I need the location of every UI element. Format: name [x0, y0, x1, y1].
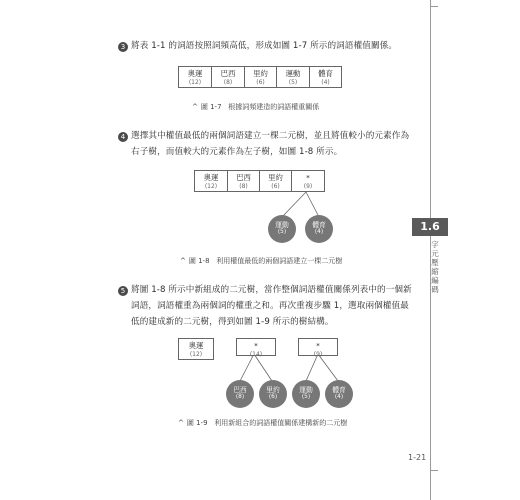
tree-leaf-node: 體育 (4) — [325, 380, 353, 408]
word-cell: 里約 (6) — [245, 67, 277, 87]
figure-caption: ^ 圖 1-7 根據詞頻建造的詞語權重關係 — [192, 103, 320, 111]
caption-marker: ^ — [178, 419, 184, 427]
word-cell: 奧運 (12) — [195, 171, 228, 191]
tree-edge — [282, 192, 306, 217]
tree-leaf-node: 里約 (6) — [259, 380, 287, 408]
word-cell: 奧運 (12) — [178, 338, 214, 360]
caption-marker: ^ — [192, 103, 198, 111]
tree-leaf-node: 運動 (5) — [292, 380, 320, 408]
word-cell: 奧運 (12) — [179, 67, 212, 87]
word-cell: 巴西 (8) — [212, 67, 245, 87]
step-paragraph-cont: 右子樹，而值較大的元素作為左子樹，如圖 1-8 所示。 — [131, 147, 343, 157]
step-paragraph-cont: 詞語，詞語權重為兩個詞的權重之和。再次重複步驟 1，選取兩個權值最 — [131, 301, 409, 311]
step-paragraph: 4 選擇其中權值最低的兩個詞語建立一棵二元樹，並且將值較小的元素作為 — [118, 128, 409, 144]
word-cell: 運動 (5) — [277, 67, 310, 87]
section-number-tab: 1.6 — [412, 218, 448, 236]
step-number-badge: 4 — [118, 132, 128, 142]
figure-caption: ^ 圖 1-9 利用新組合的詞語權值關係建構新的二元樹 — [178, 419, 348, 427]
figure-caption: ^ 圖 1-8 利用權值最低的兩個詞語建立一棵二元樹 — [180, 257, 343, 265]
caption-marker: ^ — [180, 257, 186, 265]
word-cell: 里約 (6) — [260, 171, 292, 191]
step-text: 將表 1-1 的詞語按照詞頻高低，形成如圖 1-7 所示的詞語權值關係。 — [131, 41, 398, 51]
tree-root-cell: * (9) — [303, 173, 313, 190]
step-number-badge: 5 — [118, 286, 128, 296]
tree-leaf-node: 體育 (4) — [305, 215, 333, 243]
step-paragraph-cont: 低的建成新的二元樹，得到如圖 1-9 所示的樹結構。 — [131, 317, 334, 327]
step-number-badge: 3 — [118, 42, 128, 52]
page-number: 1-21 — [408, 453, 427, 462]
tree-leaf-node: 運動 (5) — [268, 215, 296, 243]
tree-edge — [306, 192, 319, 217]
section-title-vertical: 字元壓縮編碼 — [431, 240, 439, 294]
tree-root-cell: * (9) — [298, 338, 338, 356]
step-paragraph: 5 將圖 1-8 所示中新組成的二元樹，當作整個詞語權值關係列表中的一個新 — [118, 282, 412, 298]
word-cell: 體育 (4) — [318, 69, 333, 86]
word-cell: 巴西 (8) — [228, 171, 260, 191]
tree-root-cell: * (14) — [236, 338, 276, 356]
tree-leaf-node: 巴西 (8) — [226, 380, 254, 408]
